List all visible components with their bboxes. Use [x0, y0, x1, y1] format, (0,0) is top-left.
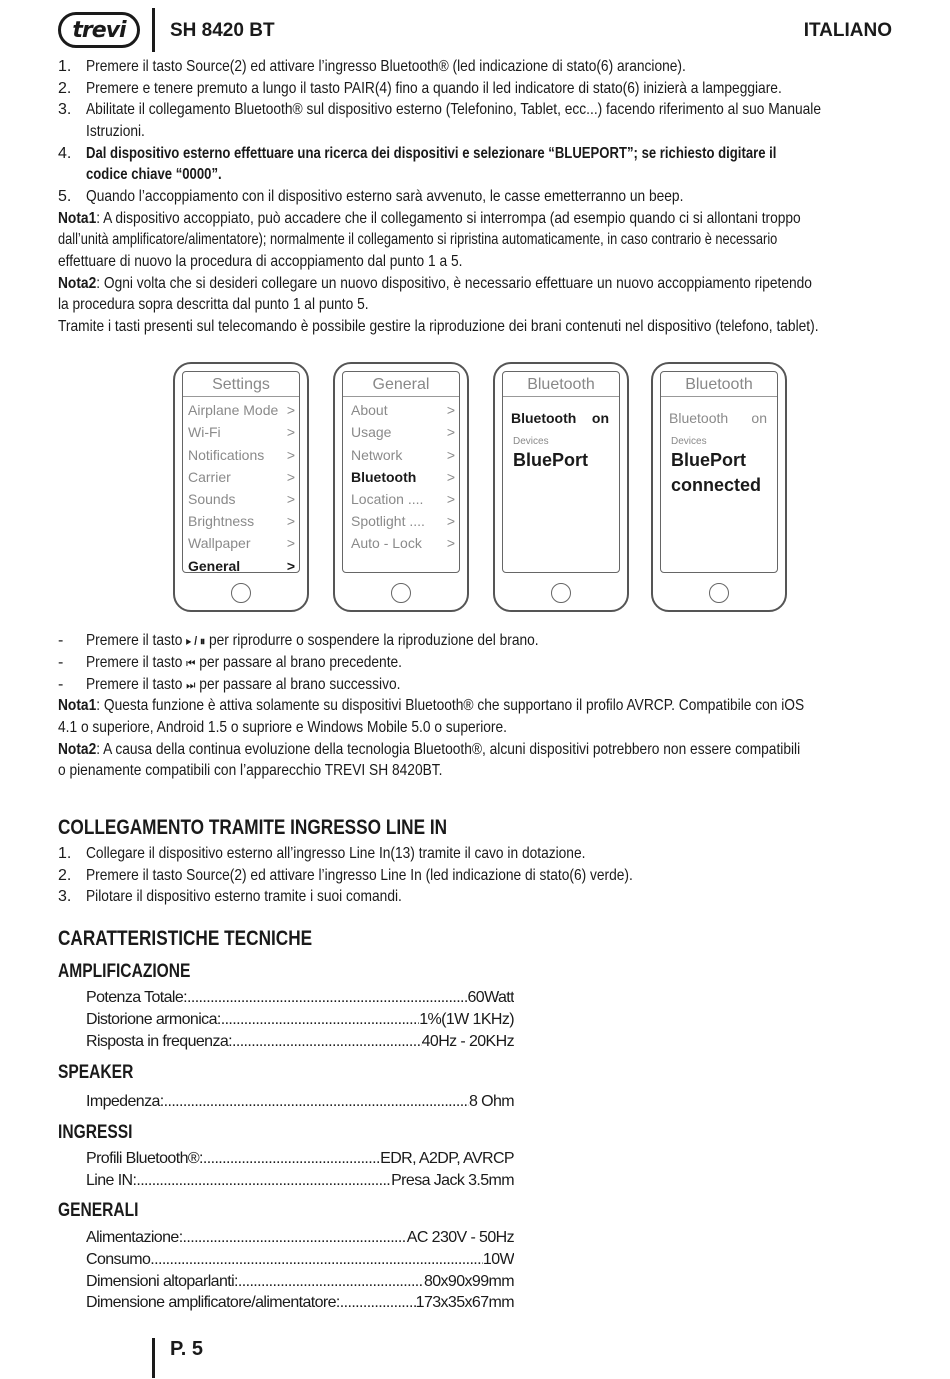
- step-text: Premere il tasto Source(2) ed attivare l’ingresso Bluetooth® (led indicazione di stato(6) arancione).: [86, 58, 686, 75]
- step-text: Premere il tasto Source(2) ed attivare l’ingresso Line In (led indicazione di stato(6) verde).: [86, 867, 633, 884]
- home-button-icon: [231, 583, 251, 603]
- step-number: 2.: [58, 80, 72, 97]
- bluetooth-state: on: [751, 410, 767, 426]
- chevron-right-icon: >: [446, 447, 455, 463]
- phone-bluetooth-devices: [493, 362, 629, 612]
- footer-divider: [152, 1338, 155, 1378]
- chevron-right-icon: >: [446, 491, 455, 507]
- device-name: BluePort: [671, 450, 747, 470]
- chevron-right-icon: >: [286, 513, 295, 529]
- menu-item: Network: [351, 447, 403, 463]
- phone-settings: [173, 362, 309, 612]
- step-text: Collegare il dispositivo esterno all’ingresso Line In(13) tramite il cavo in dotazione.: [86, 845, 586, 862]
- trevi-logo: trevi: [58, 12, 140, 48]
- next-track-icon: ⏭: [186, 678, 196, 692]
- spec-row: Dimensione amplificatore/alimentatore: ..... 173x35x67mm: [86, 1294, 514, 1312]
- nota1-line: dall’unità amplificatore/alimentatore); normalmente il collegamento si ripristina automaticamente, in caso contrario è necessario: [58, 231, 778, 248]
- chevron-right-icon: >: [286, 447, 295, 463]
- home-button-icon: [709, 583, 729, 603]
- phone-screen: [502, 371, 620, 573]
- step-text: codice chiave “0000”.: [86, 166, 222, 183]
- screen-title: Bluetooth: [685, 376, 753, 393]
- spec-group-title: GENERALI: [58, 1200, 139, 1221]
- chevron-right-icon: >: [286, 424, 295, 440]
- phone-general: [333, 362, 469, 612]
- bullet-previous: Premere il tasto ⏮ per passare al brano precedente.: [86, 654, 403, 671]
- menu-item: Spotlight ....: [351, 513, 425, 529]
- menu-item: Location ....: [351, 491, 424, 507]
- spec-row: Impedenza: ..... 8 Ohm: [86, 1093, 514, 1111]
- chevron-right-icon: >: [286, 402, 295, 418]
- menu-item: Notifications: [188, 447, 265, 463]
- chevron-right-icon: >: [446, 513, 455, 529]
- connection-status: connected: [671, 475, 762, 495]
- spec-group-title: INGRESSI: [58, 1122, 133, 1143]
- language-label: ITALIANO: [803, 20, 892, 41]
- spec-row: Profili Bluetooth®: ..... EDR, A2DP, AVRCP: [86, 1150, 514, 1168]
- spec-row: Consumo ..... 10W: [86, 1251, 514, 1269]
- chevron-right-icon: >: [446, 402, 455, 418]
- menu-item-selected: Bluetooth: [351, 469, 417, 485]
- nota2-compat-line: Nota2: A causa della continua evoluzione della tecnologia Bluetooth®, alcuni dispositivi potrebbero non essere compatibili: [58, 741, 801, 758]
- nota2-compat-line: o pienamente compatibili con l’apparecchio TREVI SH 8420BT.: [58, 762, 443, 779]
- home-button-icon: [391, 583, 411, 603]
- chevron-right-icon: >: [446, 424, 455, 440]
- step-text: Abilitate il collegamento Bluetooth® sul dispositivo esterno (Telefonino, Tablet, ecc...) facendo riferimento al suo Manuale: [86, 101, 821, 118]
- phone-bluetooth-connected: [651, 362, 787, 612]
- spec-row: Potenza Totale: ..... 60Watt: [86, 989, 514, 1007]
- menu-item: Airplane Mode: [188, 402, 279, 418]
- spec-row: Distorione armonica: ..... 1%(1W 1KHz): [86, 1011, 514, 1029]
- step-text: Quando l’accoppiamento con il dispositivo esterno sarà avvenuto, le casse emetterranno un beep.: [86, 188, 684, 205]
- menu-item: Wi-Fi: [188, 424, 221, 440]
- menu-item: Usage: [351, 424, 392, 440]
- screen-title: Settings: [212, 376, 270, 393]
- model-name: SH 8420 BT: [170, 20, 275, 41]
- menu-item: Carrier: [188, 469, 231, 485]
- bluetooth-label: Bluetooth: [511, 410, 577, 426]
- step-text: Pilotare il dispositivo esterno tramite i suoi comandi.: [86, 888, 402, 905]
- nota1-avrcp-line: 4.1 o superiore, Android 1.5 o supriore e Windows Mobile 5.0 o superiore.: [58, 719, 507, 736]
- play-pause-icon: ▸ / ⏸: [186, 634, 206, 648]
- spec-row: Dimensioni altoparlanti: ..... 80x90x99mm: [86, 1273, 514, 1291]
- chevron-right-icon: >: [286, 491, 295, 507]
- device-name: BluePort: [513, 450, 589, 470]
- menu-item: Auto - Lock: [351, 535, 422, 551]
- bullet-play-pause: Premere il tasto ▸ / ⏸ per riprodurre o sospendere la riproduzione del brano.: [86, 632, 539, 649]
- chevron-right-icon: >: [446, 469, 455, 485]
- devices-label: Devices: [513, 436, 549, 447]
- nota1-avrcp-line: Nota1: Questa funzione è attiva solamente su dispositivi Bluetooth® che supportano il profilo AVRCP. Compatibile con iOS: [58, 697, 805, 714]
- bluetooth-state: on: [591, 410, 609, 426]
- step-number: 4.: [58, 145, 72, 162]
- nota2-line: la procedura sopra descritta dal punto 1 al punto 5.: [58, 296, 369, 313]
- remote-control-note: Tramite i tasti presenti sul telecomando è possibile gestire la riproduzione dei brani contenuti nel dispositivo (telefono, tablet).: [58, 318, 819, 335]
- menu-item: About: [351, 402, 388, 418]
- step-text: Istruzioni.: [86, 123, 145, 140]
- chevron-right-icon: >: [286, 558, 295, 573]
- chevron-right-icon: >: [286, 469, 295, 485]
- nota2-line: Nota2: Ogni volta che si desideri collegare un nuovo dispositivo, è necessario effettuare un nuovo accoppiamento ripetendo: [58, 275, 812, 292]
- menu-item: Wallpaper: [188, 535, 251, 551]
- devices-label: Devices: [671, 436, 707, 447]
- step-number: 5.: [58, 188, 72, 205]
- nota1-line: effettuare di nuovo la procedura di accoppiamento dal punto 1 a 5.: [58, 253, 463, 270]
- step-text: Dal dispositivo esterno effettuare una ricerca dei dispositivi e selezionare “BLUEPORT”; se richiesto digitare il: [86, 145, 777, 162]
- menu-item-selected: General: [188, 558, 241, 573]
- header-divider: [152, 8, 155, 52]
- section-title-linein: COLLEGAMENTO TRAMITE INGRESSO LINE IN: [58, 816, 448, 839]
- chevron-right-icon: >: [286, 535, 295, 551]
- phone-screen: [182, 371, 300, 573]
- screen-title: Bluetooth: [527, 376, 595, 393]
- spec-row: Line IN: ..... Presa Jack 3.5mm: [86, 1172, 514, 1190]
- spec-row: Alimentazione: ..... AC 230V - 50Hz: [86, 1229, 514, 1247]
- phone-screen: [660, 371, 778, 573]
- bullet-next: Premere il tasto ⏭ per passare al brano successivo.: [86, 676, 401, 693]
- screen-title: General: [372, 376, 430, 393]
- home-button-icon: [551, 583, 571, 603]
- nota1-line: Nota1: A dispositivo accoppiato, può accadere che il collegamento si interrompa (ad esempio quando ci si allontani troppo: [58, 210, 801, 227]
- chevron-right-icon: >: [446, 535, 455, 551]
- phone-screen: [342, 371, 460, 573]
- spec-row: Risposta in frequenza: ..... 40Hz - 20KHz: [86, 1033, 514, 1051]
- menu-item: Brightness: [188, 513, 255, 529]
- spec-group-title: AMPLIFICAZIONE: [58, 961, 191, 982]
- step-number: 3.: [58, 101, 72, 118]
- step-text: Premere e tenere premuto a lungo il tasto PAIR(4) fino a quando il led indicatore di stato(6) inizierà a lampeggiare.: [86, 80, 782, 97]
- bluetooth-label: Bluetooth: [669, 410, 729, 426]
- spec-group-title: SPEAKER: [58, 1062, 134, 1083]
- page-number: P. 5: [170, 1338, 203, 1360]
- section-title-specs: CARATTERISTICHE TECNICHE: [58, 927, 313, 950]
- previous-track-icon: ⏮: [186, 656, 196, 670]
- menu-item: Sounds: [188, 491, 236, 507]
- step-number: 1.: [58, 58, 72, 75]
